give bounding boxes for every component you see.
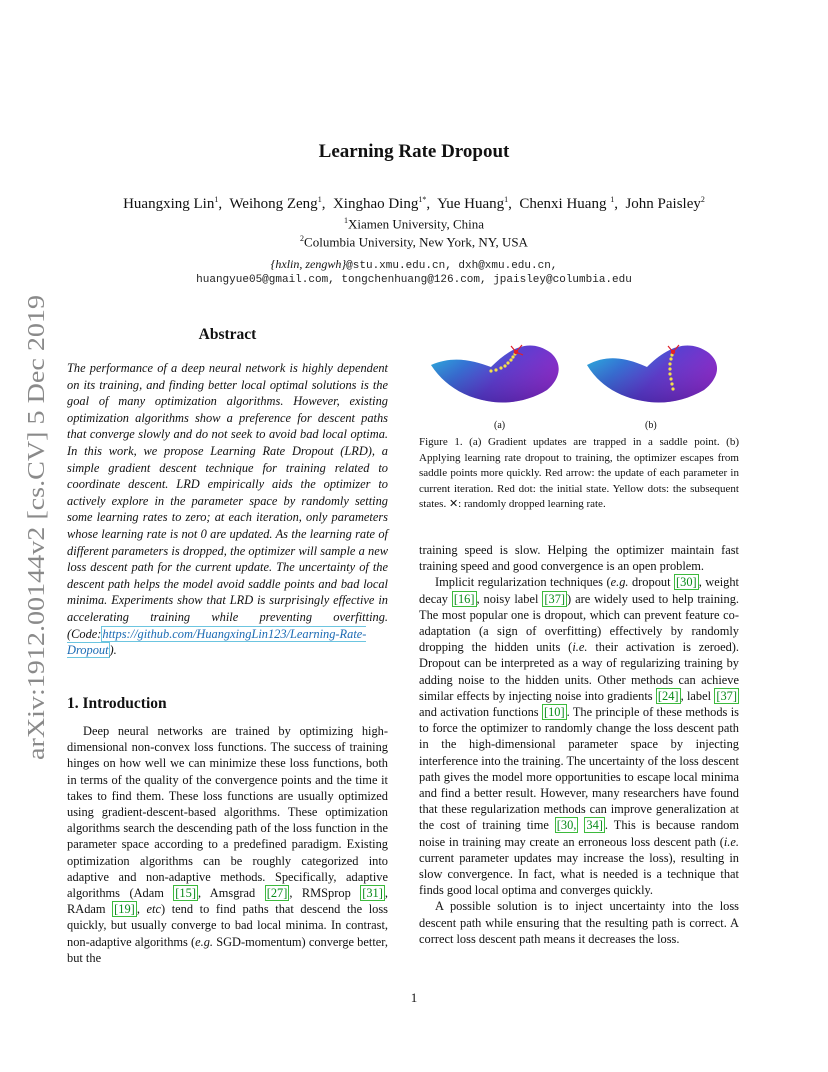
subfigure-label-b: (b): [645, 420, 657, 431]
figure-caption: Figure 1. (a) Gradient updates are trapped in a saddle point. (b) Applying learning rate dropout to training, the optimizer escapes from saddle points more quickly. Red arrow: the update of each parameter in current iteration. Red dot: the initial state. Yellow dots: the subsequent states. ✕: randomly dropped learning rate.: [419, 436, 739, 510]
author-name: Weihong Zeng: [229, 196, 318, 212]
author-name: Huangxing Lin: [123, 196, 215, 212]
abstract-text: The performance of a deep neural network is highly dependent on its training, and finding better local optimal solutions is the goal of many optimization algorithms. However, existing optimization algorithms show a preference for descent paths that converge slowly and do not seek to avoid bad local optima. In this work, we propose Learning Rate Dropout (LRD), a simple gradient descent technique for training related to coordinate descent. LRD empirically aids the optimizer to actively explore in the parameter space by randomly setting some learning rates to zero; at each iteration, only parameters whose learning rate is not 0 are updated. As the learning rate of different parameters is dropped, the optimizer will sample a new loss descent path for the current update. The uncertainty of the descent path helps the model avoid saddle points and bad local minima. Experiments show that LRD is surprisingly effective in accelerating training while preventing overfitting. (Code:https://github.com/HuangxingLin123/Learning-Rate-Dropout).: [67, 361, 388, 658]
saddle-surface-b: [587, 345, 717, 403]
citation-link[interactable]: 34]: [586, 818, 603, 833]
paragraph: training speed is slow. Helping the optimizer maintain fast training speed and good convergence is an open problem.: [419, 543, 739, 574]
intro-paragraph: Deep neural networks are trained by optimizing high-dimensional non-convex loss functions. The success of training hinges on how well we can minimize these loss functions, both in terms of the quality of the convergence points and the time it takes to find them. These loss functions are usually optimized using gradient-descent-based algorithms. These optimization algorithms search the descending path of the loss function in the parameter space according to a predefined paradigm. Existing optimization algorithms can be roughly categorized into adaptive and non-adaptive methods. Specifically, adaptive algorithms (Adam [15] , Amsgrad [27] , RMSprop [31] , RAdam [19] , etc) tend to find paths that descend the loss quickly, but usually converge to bad local minima. In contrast, non-adaptive algorithms (e.g. SGD-momentum) converge better, but the: [67, 724, 388, 965]
citation-link[interactable]: [30]: [676, 575, 697, 590]
saddle-surface-a: [431, 345, 559, 403]
email-line-2: huangyue05@gmail.com, tongchenhuang@126.com, jpaisley@columbia.edu: [196, 274, 632, 286]
author-list: Huangxing Lin$^1$, Weihong Zeng$^1$, Xinghao Ding$^{1*}$, Yue Huang$^1$, Chenxi Huang $^1$, John Paisley$^2$: [123, 195, 705, 212]
paragraph: A possible solution is to inject uncertainty into the loss descent path while ensuring that the resulting path is correct. A correct loss descent path means it decreases the loss.: [419, 899, 739, 946]
code-link[interactable]: https://github.com/HuangxingLin123/Learning-Rate-Dropout: [67, 626, 367, 658]
author-name: John Paisley: [625, 196, 701, 212]
citation-link[interactable]: [37]: [544, 591, 566, 606]
citation-link[interactable]: [27]: [266, 886, 288, 901]
author-name: Chenxi Huang: [519, 196, 607, 212]
author-name: Xinghao Ding: [332, 196, 419, 212]
citation-link[interactable]: [15]: [175, 886, 196, 901]
right-column-text: [419, 542, 739, 947]
citation-link[interactable]: [30,: [556, 818, 577, 833]
intro-heading: 1. Introduction: [67, 695, 167, 712]
page-number: 1: [410, 990, 418, 1005]
citation-link[interactable]: [37]: [716, 688, 737, 703]
arxiv-id-text: arXiv:1912.00144v2 [cs.CV] 5 Dec 2019: [24, 362, 50, 760]
citation-link[interactable]: [10]: [543, 705, 565, 720]
citation-link[interactable]: [31]: [362, 886, 383, 901]
email-line-1: {hxlin, zengwh}@stu.xmu.edu.cn, dxh@xmu.edu.cn,: [270, 257, 558, 272]
figure-1-images: [419, 335, 739, 415]
subfigure-label-a: (a): [494, 420, 506, 431]
paper-title: Learning Rate Dropout: [318, 141, 510, 162]
affiliation-1: $^1$Xiamen University, China: [344, 216, 484, 232]
arxiv-side-stamp: [20, 290, 50, 760]
author-name: Yue Huang: [437, 196, 505, 212]
citation-link[interactable]: [16]: [453, 591, 475, 606]
paragraph: Implicit regularization techniques (e.g. dropout [30] , weight decay [16] , noisy label [37] ) are widely used to help training. The most popular one is dropout, which can prevent feature co-adaptation (a sign of overfitting) effectively by randomly dropping the hidden units (i.e. their activation is zeroed). Dropout can be interpreted as a way of regularizing training by adding noise to the hidden units. Other methods can achieve similar effects by injecting noise into gradients [24] , label [37] and activation functions [10] . The principle of these methods is to force the optimizer to randomly change the loss descent path in the high-dimensional parameter space by injecting interference into the training. The uncertainty of the loss descent path gives the model more opportunities to escape local minima and find a better result. However, many researchers have found that these regularization methods can improve generalization at the cost of training time [30, 34] . This is because random noise in training may create an erroneous loss descent path (i.e. current parameter updates may increase the loss), resulting in slow convergence. In fact, what is needed is a technique that finds good local optima and converges quickly.: [419, 575, 739, 898]
abstract-heading: Abstract: [198, 326, 257, 343]
citation-link[interactable]: [24]: [657, 688, 679, 703]
citation-link[interactable]: [19]: [114, 902, 135, 917]
affiliation-2: $^2$Columbia University, New York, NY, USA: [300, 234, 528, 250]
